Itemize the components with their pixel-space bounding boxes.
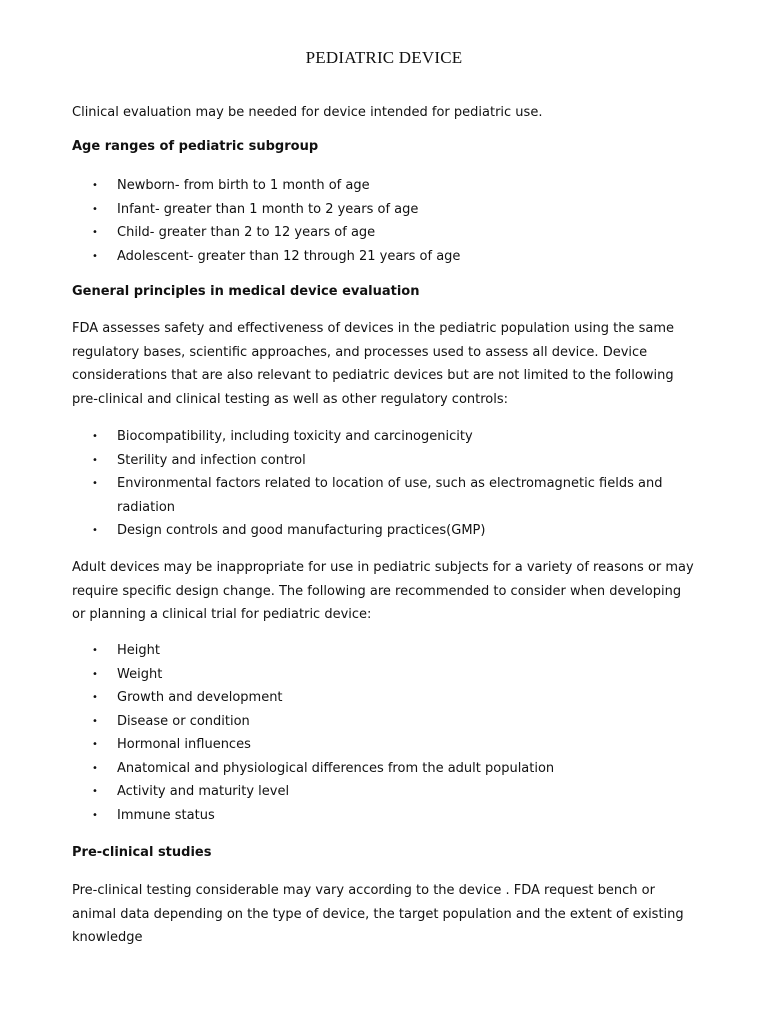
intro-paragraph: Clinical evaluation may be needed for device intended for pediatric use. bbox=[72, 105, 543, 120]
bullet-icon: • bbox=[92, 478, 98, 489]
list-item: • Weight bbox=[72, 663, 672, 687]
list-item: • Growth and development bbox=[72, 686, 672, 710]
bullet-icon: • bbox=[92, 668, 98, 680]
bullet-icon: • bbox=[92, 180, 98, 191]
adult-devices-paragraph: Adult devices may be inappropriate for use in pediatric subjects for a variety of reasons or may require specific design change. The following are recommended to consider when developing or planning a clinical trial for pediatric device: bbox=[72, 560, 694, 622]
list-item: • Biocompatibility, including toxicity and carcinogenicity bbox=[72, 425, 672, 449]
list-item: • Newborn- from birth to 1 month of age bbox=[72, 174, 672, 198]
list-item: • Anatomical and physiological differences from the adult population bbox=[72, 757, 672, 781]
list-item: • Immune status bbox=[72, 804, 672, 828]
bullet-icon: • bbox=[92, 786, 98, 797]
bullet-icon: • bbox=[92, 203, 98, 215]
pediatric-factors-list bbox=[72, 639, 672, 827]
section-heading-age-ranges: Age ranges of pediatric subgroup bbox=[72, 139, 319, 154]
bullet-icon: • bbox=[92, 250, 98, 262]
list-item: • Disease or condition bbox=[72, 710, 672, 734]
pre-clinical-paragraph: Pre-clinical testing considerable may vary according to the device . FDA request bench or animal data depending on the type of device, the target population and the extent of existing knowledge bbox=[72, 883, 684, 945]
list-item: • Activity and maturity level bbox=[72, 780, 672, 804]
device-considerations-list bbox=[72, 425, 672, 543]
bullet-icon: • bbox=[92, 739, 98, 750]
list-item: • Infant- greater than 1 month to 2 years of age bbox=[72, 198, 672, 222]
list-item: • Sterility and infection control bbox=[72, 449, 672, 473]
bullet-icon: • bbox=[92, 431, 98, 442]
list-item: • Adolescent- greater than 12 through 21 years of age bbox=[72, 245, 672, 269]
section-heading-pre-clinical: Pre-clinical studies bbox=[72, 845, 212, 860]
document-title: PEDIATRIC DEVICE bbox=[305, 48, 463, 67]
general-principles-paragraph: FDA assesses safety and effectiveness of devices in the pediatric population using the same regulatory bases, scientific approaches, and processes used to assess all device. Device considerations that are also relevant to pediatric devices but are not limited to the following pre-clinical and clinical testing as well as other regulatory controls: bbox=[72, 321, 675, 407]
list-item: • Hormonal influences bbox=[72, 733, 672, 757]
age-ranges-list bbox=[72, 174, 672, 268]
bullet-icon: • bbox=[92, 692, 98, 703]
bullet-icon: • bbox=[92, 715, 98, 727]
list-item: • Environmental factors related to location of use, such as electromagnetic fields and radiation bbox=[72, 472, 672, 519]
bullet-icon: • bbox=[92, 525, 98, 536]
list-item: • Design controls and good manufacturing practices(GMP) bbox=[72, 519, 672, 543]
bullet-icon: • bbox=[92, 227, 98, 238]
list-item: • Child- greater than 2 to 12 years of age bbox=[72, 221, 672, 245]
section-heading-general-principles: General principles in medical device evaluation bbox=[72, 284, 420, 299]
bullet-icon: • bbox=[92, 809, 98, 821]
bullet-icon: • bbox=[92, 454, 98, 466]
list-item: • Height bbox=[72, 639, 672, 663]
bullet-icon: • bbox=[92, 762, 98, 774]
bullet-icon: • bbox=[92, 645, 98, 656]
